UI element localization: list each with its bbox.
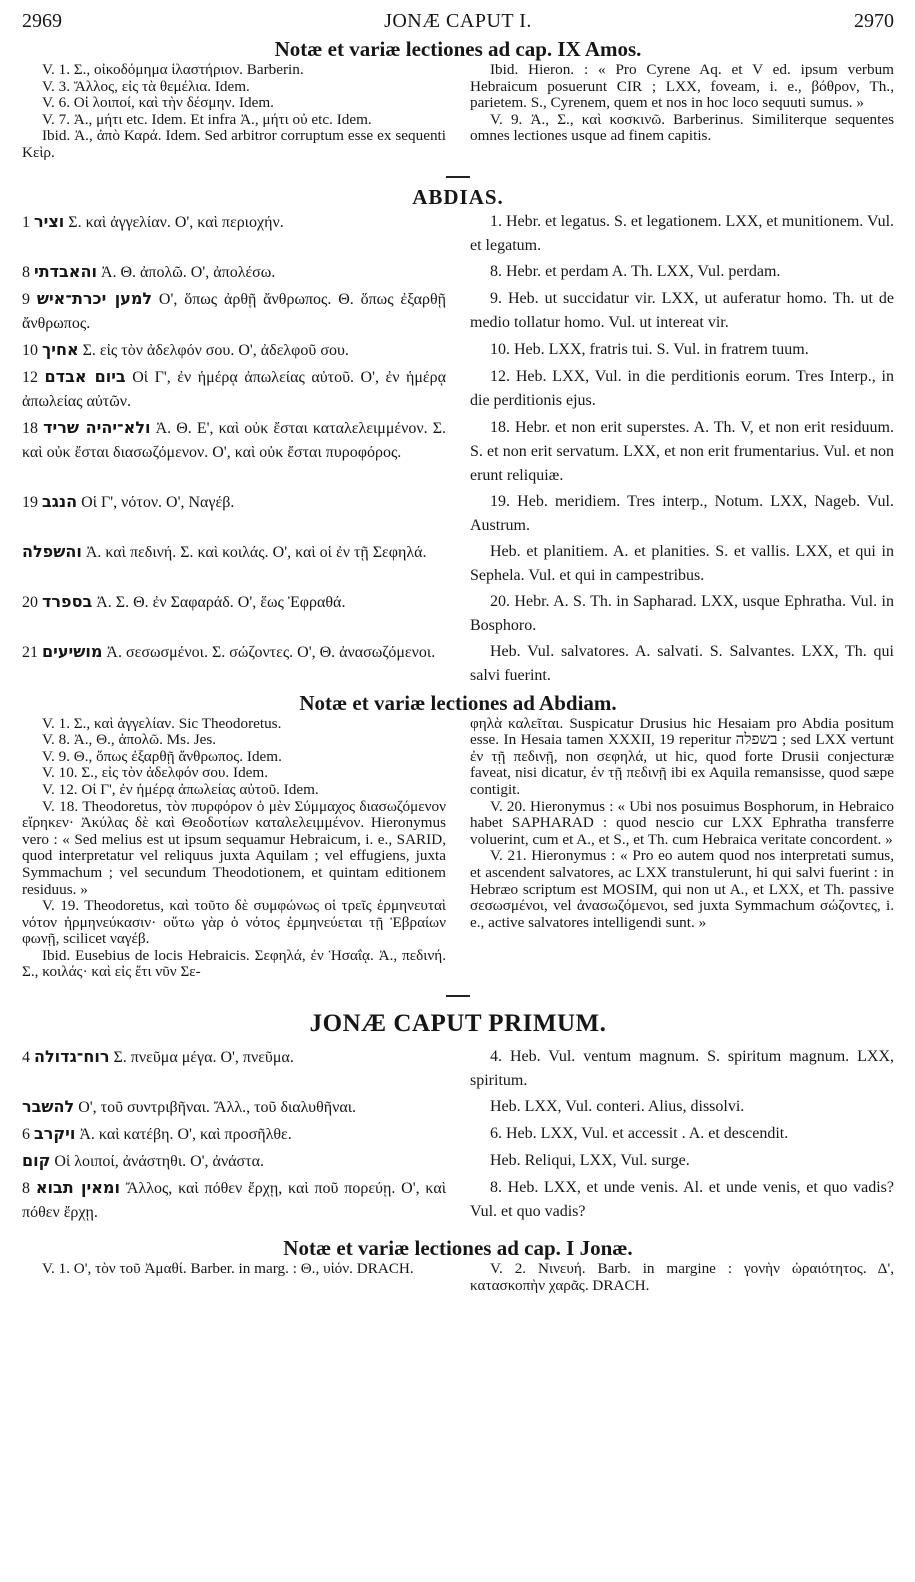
greek-readings: 9 Ο', ὅπως ἀρθῇ ἄνθρωπος. Θ. ὅπως ἐξαρθῇ ἄνθρωπος. xyxy=(22,290,447,332)
notes-amos-heading: Notæ et variæ lectiones ad cap. IX Amos. xyxy=(274,37,642,61)
section-divider xyxy=(446,176,470,178)
note-paragraph: V. 9. Θ., ὅπως ἐξαρθῇ ἄνθρωπος. Idem. xyxy=(42,747,282,765)
hexapla-greek-entry xyxy=(22,1149,446,1174)
note-paragraph: V. 6. Οἱ λοιποί, καὶ τὴν δέσμην. Idem. xyxy=(42,94,274,112)
greek-readings: 12 Οἱ Γ', ἐν ἡμέρᾳ ἀπωλείας αὐτοῦ. Ο', ἐν ἡμέρᾳ ἀπωλείας αὐτῶν. xyxy=(22,368,447,410)
note-paragraph: V. 1. Σ., καὶ ἀγγελίαν. Sic Theodoretus. xyxy=(42,714,282,732)
hebrew-lemma: קום xyxy=(22,1151,51,1171)
hexapla-row xyxy=(22,490,894,540)
hebrew-lemma: ומאין תבוא xyxy=(35,1178,120,1198)
hexapla-greek-entry xyxy=(22,640,446,665)
jonae-heading: JONÆ CAPUT PRIMUM. xyxy=(309,1010,607,1038)
notes-jonae-left-column xyxy=(22,1261,446,1294)
hexapla-row xyxy=(22,1045,894,1095)
notes-amos-right-column xyxy=(470,62,894,162)
jonae-section xyxy=(22,1011,894,1227)
hexapla-row xyxy=(22,540,894,590)
latin-translation: Heb. et planitiem. A. et planities. S. et vallis. LXX, et qui in Sephela. Vul. et qui in campestribus. xyxy=(470,542,894,584)
hexapla-row xyxy=(22,416,894,490)
note-paragraph: V. 3. Ἄλλος, εἰς τὰ θεμέλια. Idem. xyxy=(42,77,250,95)
abdias-section xyxy=(22,184,894,690)
hebrew-lemma: רוח־גדולה xyxy=(34,1047,110,1067)
latin-translation: 18. Hebr. et non erit superstes. A. Th. V, et non erit residuum. S. et non erit servatum. LXX, et non erit frumentarius. Vul. et non erunt reliquiæ. xyxy=(470,418,894,484)
note-paragraph: Ibid. Ἀ., ἀπὸ Καρά. Idem. Sed arbitror corruptum esse ex sequenti Κεὶρ. xyxy=(22,127,446,161)
note-paragraph: V. 10. Σ., εἰς τὸν ἀδελφόν σου. Idem. xyxy=(42,764,269,782)
latin-translation: 10. Heb. LXX, fratris tui. S. Vul. in fratrem tuum. xyxy=(490,340,809,358)
latin-translation: 12. Heb. LXX, Vul. in die perditionis eorum. Tres Interp., in die perditionis ejus. xyxy=(470,367,894,409)
hexapla-greek-entry xyxy=(22,490,446,515)
hebrew-lemma: וציר xyxy=(34,211,65,231)
hebrew-lemma: בספרד xyxy=(42,591,93,611)
running-header xyxy=(22,10,894,36)
greek-readings: 18 Ἀ. Θ. Ε', καὶ οὐκ ἔσται καταλελειμμένον. Σ. καὶ οὐκ ἔσται διασωζόμενον. Ο', καὶ οὐκ ἔσται πυροφόρος. xyxy=(22,419,447,461)
hexapla-greek-entry xyxy=(22,1122,446,1147)
notes-jonae-columns xyxy=(22,1261,894,1294)
notes-abdias-heading: Notæ et variæ lectiones ad Abdiam. xyxy=(299,690,617,715)
greek-readings: 19 Οἱ Γ', νότον. Ο', Ναγέβ. xyxy=(22,493,235,511)
hexapla-greek-entry xyxy=(22,1095,446,1120)
latin-translation: 1. Hebr. et legatus. S. et legationem. LXX, et munitionem. Vul. et legatum. xyxy=(470,212,895,254)
latin-translation: 4. Heb. Vul. ventum magnum. S. spiritum magnum. LXX, spiritum. xyxy=(470,1048,894,1090)
note-paragraph: V. 20. Hieronymus : « Ubi nos posuimus Bosphorum, in Hebraico habet SAPHARAD : quod nescio cur LXX Ephratha transferre voluerint, cum et A., et S., et Th. cum Hebraica veritate concordent. » xyxy=(470,797,894,848)
hexapla-row xyxy=(22,210,894,260)
notes-amos-left-column xyxy=(22,62,446,162)
right-page-number: 2970 xyxy=(854,10,894,32)
hebrew-lemma: הנגב xyxy=(42,491,78,511)
hexapla-greek-entry xyxy=(22,590,446,615)
note-paragraph: V. 1. Σ., οἰκοδόμημα ἱλαστήριον. Barberin. xyxy=(42,61,304,78)
note-paragraph: V. 18. Theodoretus, τὸν πυρφόρον ὁ μὲν Σύμμαχος διασωζόμενον εἴρηκεν· Ἀκύλας δὲ καὶ Θεοδοτίων καταλελειμμένον. Hieronymus vero : « Sed melius est ut ipsum sequamur Hebraicum, i. e., SARID, quod interpretatur vel reliquus juxta Aquilam ; vel effugiens, juxta Symmachum ; vel secundum Theodotionem, et quintam editionem residuus. » xyxy=(22,797,446,898)
hexapla-greek-entry xyxy=(22,1176,446,1225)
hexapla-row xyxy=(22,1149,894,1176)
note-paragraph: Ibid. Hieron. : « Pro Cyrene Aq. et V ed. ipsum verbum Hebraicum posuerunt CIR ; LXX, foveam, i. e., βόθρον, Th., parietem. S., Cyrenem, quem et nos in hoc loco sequuti sumus. » xyxy=(470,61,894,112)
notes-abdias-right-column xyxy=(470,716,894,982)
notes-jonae-heading: Notæ et variæ lectiones ad cap. I Jonæ. xyxy=(283,1236,633,1261)
latin-translation: Heb. Reliqui, LXX, Vul. surge. xyxy=(490,1152,690,1170)
hebrew-lemma: ויקרב xyxy=(34,1124,76,1144)
note-paragraph: V. 2. Νινευή. Barb. in margine : γονὴν ὡραιότητος. Δ', κατασκοπὴν χαρᾶς. DRACH. xyxy=(470,1260,894,1294)
notes-abdias-left-column xyxy=(22,716,446,982)
hexapla-row xyxy=(22,260,894,287)
greek-readings: 8 Ἄλλος, καὶ πόθεν ἔρχῃ, καὶ ποῦ πορεύῃ. Ο', καὶ πόθεν ἔρχῃ. xyxy=(22,1180,447,1222)
greek-readings: 10 Σ. εἰς τὸν ἀδελφόν σου. Ο', ἀδελφοῦ σου. xyxy=(22,341,349,359)
note-paragraph: V. 21. Hieronymus : « Pro eo autem quod nos interpretati sumus, et ascendent salvatores, ac LXX transtulerunt, hi qui salvi fuerint : in Hebræo scriptum est MOSIM, qui non ut A., et LXX, et Th. passive σεσωσμένοι, vel ἀνασωζόμενοι, sed juxta Symmachum σώζοντες, i. e., active salvatores intelligendi sunt. » xyxy=(470,847,894,931)
latin-translation: 6. Heb. LXX, Vul. et accessit . A. et descendit. xyxy=(490,1125,789,1143)
note-paragraph: V. 19. Theodoretus, καὶ τοῦτο δὲ συμφώνως οἱ τρεῖς ἑρμηνευταὶ νότον ἡρμηνεύκασιν· οὕτω γὰρ ὁ νότος ἑρμηνεύεται τῇ Ἑβραίων φωνῇ, scilicet ναγέβ. xyxy=(22,897,446,948)
hexapla-row xyxy=(22,590,894,640)
greek-readings: Οἱ λοιποί, ἀνάστηθι. Ο', ἀνάστα. xyxy=(54,1153,264,1171)
section-divider xyxy=(446,995,470,997)
hexapla-row xyxy=(22,1095,894,1122)
greek-readings: 8 Ἀ. Θ. ἀπολῶ. Ο', ἀπολέσω. xyxy=(22,263,276,281)
latin-translation: 20. Hebr. A. S. Th. in Sapharad. LXX, usque Ephratha. Vul. in Bosphoro. xyxy=(470,592,894,634)
notes-amos-section xyxy=(22,36,894,162)
hebrew-lemma: והשפלה xyxy=(22,541,82,561)
hebrew-lemma: למען יכרת־איש xyxy=(36,288,153,308)
hexapla-greek-entry xyxy=(22,260,446,285)
note-paragraph: V. 7. Ἀ., μήτι etc. Idem. Et infra Ἀ., μήτι οὐ etc. Idem. xyxy=(42,110,372,128)
hebrew-lemma: והאבדתי xyxy=(34,261,97,281)
hebrew-lemma: מושיעים xyxy=(42,641,103,661)
greek-readings: 1 Σ. καὶ ἀγγελίαν. Ο', καὶ περιοχήν. xyxy=(22,213,284,231)
hexapla-greek-entry xyxy=(22,338,446,363)
abdias-rows xyxy=(22,210,894,690)
greek-readings: Ο', τοῦ συντριβῆναι. Ἄλλ., τοῦ διαλυθῆναι. xyxy=(78,1099,357,1117)
greek-readings: Ἀ. καὶ πεδινή. Σ. καὶ κοιλάς. Ο', καὶ οἱ ἐν τῇ Σεφηλά. xyxy=(85,543,427,561)
note-paragraph: V. 1. Ο', τὸν τοῦ Ἀμαθί. Barber. in marg. : Θ., υἱόν. DRACH. xyxy=(42,1260,414,1278)
latin-translation: 8. Hebr. et perdam A. Th. LXX, Vul. perdam. xyxy=(490,262,781,280)
latin-translation: Heb. LXX, Vul. conteri. Alius, dissolvi. xyxy=(490,1098,745,1116)
latin-translation: Heb. Vul. salvatores. A. salvati. S. Salvantes. LXX, Th. qui salvi fuerint. xyxy=(470,642,894,684)
note-paragraph: φηλὰ καλεῖται. Suspicatur Drusius hic Hesaiam pro Abdia positum esse. In Hesaia tamen XXXII, 19 reperitur בשפלה ; sed LXX vertunt ἐν τῇ πεδινῇ, non σεφηλά, ut hic, quod forte Drusii conjecturæ faveat, nisi dicatur, ἐν τῇ πεδινῇ ibi ex Aquila remansisse, quod sæpe contigit. xyxy=(470,714,894,798)
hexapla-greek-entry xyxy=(22,210,446,235)
hexapla-greek-entry xyxy=(22,1045,446,1070)
hexapla-row xyxy=(22,1176,894,1227)
hexapla-greek-entry xyxy=(22,365,446,414)
running-title: JONÆ CAPUT I. xyxy=(384,10,532,32)
note-paragraph: V. 9. Ἀ., Σ., καὶ κοσκινῶ. Barberinus. Similiterque sequentes omnes lectiones usque ad finem capitis. xyxy=(470,110,894,145)
notes-jonae-right-column xyxy=(470,1261,894,1294)
note-paragraph: V. 8. Ἀ., Θ., ἀπολῶ. Ms. Jes. xyxy=(42,731,217,749)
notes-jonae-section xyxy=(22,1235,894,1294)
hexapla-greek-entry xyxy=(22,287,446,336)
greek-readings: 4 Σ. πνεῦμα μέγα. Ο', πνεῦμα. xyxy=(22,1049,294,1067)
latin-translation: 9. Heb. ut succidatur vir. LXX, ut auferatur homo. Th. ut de medio tollatur homo. Vul. ut intereat vir. xyxy=(470,289,894,331)
greek-readings: 21 Ἀ. σεσωσμένοι. Σ. σώζοντες. Ο', Θ. ἀνασωζόμενοι. xyxy=(22,643,436,661)
hexapla-greek-entry xyxy=(22,540,446,565)
note-paragraph: Ibid. Eusebius de locis Hebraicis. Σεφηλά, ἐν Ἡσαΐᾳ. Ἀ., πεδινή. Σ., κοιλάς· καὶ εἰς ἔτι νῦν Σε- xyxy=(22,946,446,981)
latin-translation: 8. Heb. LXX, et unde venis. Al. et unde venis, et quo vadis? Vul. et quo vadis? xyxy=(470,1179,894,1221)
hexapla-greek-entry xyxy=(22,416,446,465)
hebrew-lemma: ולא־יהיה שריד xyxy=(43,417,151,437)
hexapla-row xyxy=(22,365,894,416)
jonae-rows xyxy=(22,1045,894,1227)
notes-abdias-section xyxy=(22,690,894,982)
hexapla-row xyxy=(22,640,894,690)
greek-readings: 20 Ἀ. Σ. Θ. ἐν Σαφαράδ. Ο', ἕως Ἐφραθά. xyxy=(22,593,346,611)
hexapla-row xyxy=(22,338,894,365)
hebrew-lemma: להשבר xyxy=(22,1097,75,1117)
hexapla-row xyxy=(22,287,894,338)
greek-readings: 6 Ἀ. καὶ κατέβη. Ο', καὶ προσῆλθε. xyxy=(22,1126,292,1144)
hebrew-lemma: ביום אבדם xyxy=(44,366,126,386)
hebrew-lemma: אחיך xyxy=(42,339,79,359)
note-paragraph: V. 12. Οἱ Γ', ἐν ἡμέρᾳ ἀπωλείας αὐτοῦ. Idem. xyxy=(42,780,319,798)
hexapla-row xyxy=(22,1122,894,1149)
abdias-heading: ABDIAS. xyxy=(412,184,504,209)
notes-amos-columns xyxy=(22,62,894,162)
latin-translation: 19. Heb. meridiem. Tres interp., Notum. LXX, Nageb. Vul. Austrum. xyxy=(470,492,894,534)
left-page-number: 2969 xyxy=(22,10,62,32)
page xyxy=(22,10,894,1294)
notes-abdias-columns xyxy=(22,716,894,982)
